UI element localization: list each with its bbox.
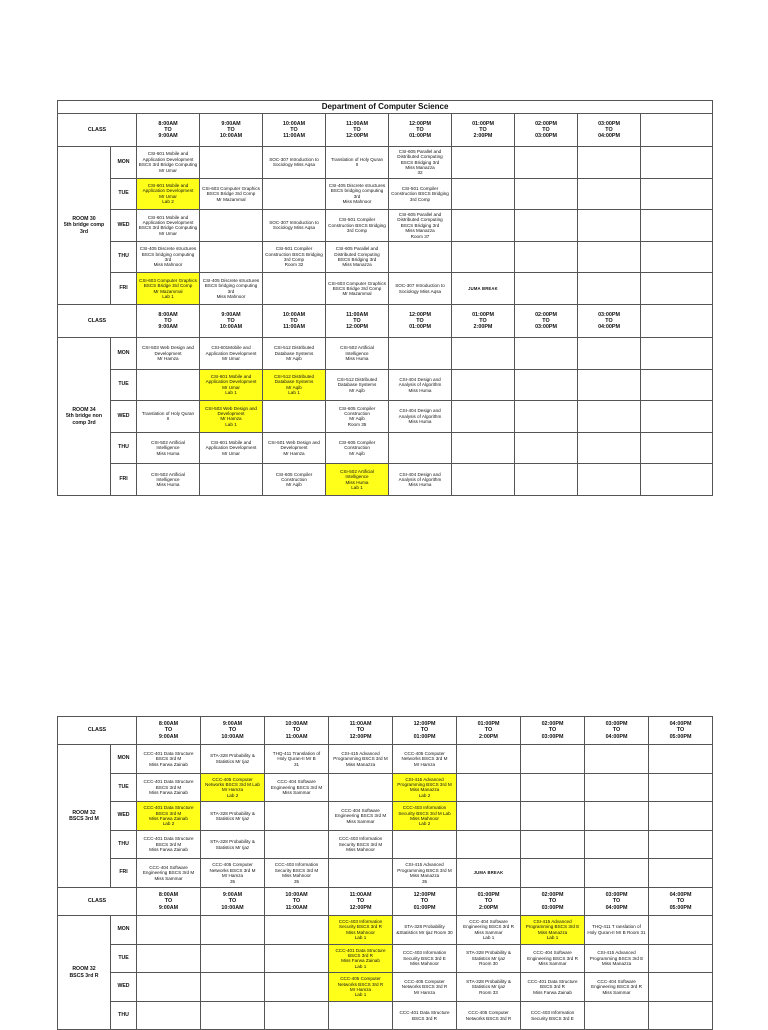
timetable-cell (452, 178, 515, 210)
time-slot-header: 9:00AM TO 10:00AM (200, 114, 263, 147)
timetable-cell: CSI-601Mobile and Application Development Mr Umar (200, 337, 263, 369)
class-header: CLASS (58, 887, 137, 915)
timetable-cell: CSI-503 Web Design and Development Mr Hamza (137, 337, 200, 369)
timetable-cell: CSI-404 Design and Analysis of Algorithm Miss Huma (389, 464, 452, 496)
timetable-cell (265, 830, 329, 859)
timetable-cell (649, 915, 713, 944)
timetable-cell (521, 830, 585, 859)
timetable-cell: SOC-307 Introduction to Sociology Miss Aqsa (263, 147, 326, 179)
timetable-cell (263, 178, 326, 210)
time-slot-header: 9:00AM TO 10:00AM (201, 887, 265, 915)
juma-break-cell: JUMA BREAK (457, 859, 521, 888)
timetable-cell: CSI-601 Mobile and Application Development Mr Umar Lab 2 (137, 178, 200, 210)
timetable-cell: Translation of Holy Quran II (137, 401, 200, 433)
empty-cell (641, 114, 713, 147)
day-label: FRI (111, 273, 137, 305)
time-slot-header: 10:00AM TO 11:00AM (263, 114, 326, 147)
timetable-cell (515, 273, 578, 305)
timetable-cell (452, 147, 515, 179)
timetable-cell (578, 432, 641, 464)
timetable-cell (649, 973, 713, 1002)
timetable-cell (585, 802, 649, 831)
timetable-cell: CSI-502 Artificial Intelligence Miss Huma (326, 337, 389, 369)
timetable-cell: CSI-605 Compiler Construction Mr Aqib (263, 464, 326, 496)
timetable-cell: STA-328 Probability & Statistics Mr Ijaz Room 30 (457, 944, 521, 973)
timetable-cell: CSI-605 Compiler Construction Mr Aqib (326, 432, 389, 464)
timetable-cell (649, 1001, 713, 1030)
timetable-cell: CSI-605 Parallel and Distributed Computing BSCS Bridging 3rd Miss Manazza Room 37 (389, 210, 452, 242)
timetable-cell (585, 745, 649, 774)
timetable-cell: CSI-501 Web Design and Development Mr Hamza (263, 432, 326, 464)
timetable-cell (389, 337, 452, 369)
timetable-cell: STA-328 Probability & Statistics Mr Ijaz (201, 802, 265, 831)
timetable-cell: CSI-404 Design and Analysis of Algorithm Miss Huma (389, 369, 452, 401)
timetable-cell (578, 337, 641, 369)
empty-cell (641, 241, 713, 273)
room-label: ROOM 32 BSCS 3rd R (58, 915, 111, 1029)
timetable-cell: CSI-601 Mobile and Application Development Mr Umar Lab 1 (200, 369, 263, 401)
empty-cell (641, 273, 713, 305)
timetable-cell (585, 773, 649, 802)
timetable-cell (137, 369, 200, 401)
timetable-cell: CSI-404 Design and Analysis of Algorithm Miss Huma (389, 401, 452, 433)
day-label: WED (111, 401, 137, 433)
timetable-cell: CSI-605 Parallel and Distributed Computing BSCS Bridging 3rd Miss Manazza (326, 241, 389, 273)
timetable-cell: CSI-512 Distributed Database Systems Mr Aqib (263, 337, 326, 369)
timetable-cell (329, 859, 393, 888)
timetable-cell (515, 464, 578, 496)
class-header: CLASS (58, 114, 137, 147)
timetable-cell (515, 401, 578, 433)
timetable-cell: SOC-307 Introduction to Sociology Miss Aqsa (389, 273, 452, 305)
timetable-cell: CCC-405 Computer Networks BSCS 3rd M Lab Mr Hamza Lab 2 (201, 773, 265, 802)
room-label: ROOM 30 5th bridge comp 3rd (58, 147, 111, 305)
timetable-cell (137, 944, 201, 973)
timetable-cell (452, 401, 515, 433)
day-label: WED (111, 210, 137, 242)
empty-cell (641, 337, 713, 369)
timetable-cell (137, 973, 201, 1002)
timetable-cell: CCC-401 Data Structure BSCS 3rd M Miss Farwa Zainab (137, 773, 201, 802)
timetable-cell (578, 210, 641, 242)
timetable-cell (649, 802, 713, 831)
day-label: MON (111, 337, 137, 369)
timetable-cell (137, 1001, 201, 1030)
timetable-cell: CSI-601 Mobile and Application Development BSCS 3rd Bridge Computing Mr Umar (137, 210, 200, 242)
timetable-cell (578, 178, 641, 210)
time-slot-header: 11:00AM TO 12:00PM (326, 304, 389, 337)
timetable-cell: STA-328 Probability & Statistics Mr Ijaz (201, 745, 265, 774)
timetable-cell: THQ-411 T ranslation of Holy Quran-II Mr B Room 31 (585, 915, 649, 944)
timetable-cell (265, 973, 329, 1002)
timetable-cell: CCC-403 Information Security BSCS 3rd M Lab Miss Mahnoor Lab 2 (393, 802, 457, 831)
time-slot-header: 01:00PM TO 2:00PM (452, 114, 515, 147)
timetable-cell (265, 802, 329, 831)
timetable-cell: CCC-404 Software Engineering BSCS 3rd M Miss Sammar (329, 802, 393, 831)
class-header: CLASS (58, 304, 137, 337)
timetable-cell (329, 773, 393, 802)
empty-cell (641, 401, 713, 433)
time-slot-header: 10:00AM TO 11:00AM (265, 887, 329, 915)
timetable-cell: CCC-404 Software Engineering BSCS 3rd R Miss Sammar (585, 973, 649, 1002)
timetable-cell: CCC-404 Software Engineering BSCS 3rd R Miss Sammar Lab 1 (457, 915, 521, 944)
empty-cell (641, 432, 713, 464)
day-label: WED (111, 973, 137, 1002)
timetable-cell: CSI-503 Web Design and Development Mr Hamza Lab 1 (200, 401, 263, 433)
timetable-cell: CCC-403 Information Security BSCS 3rd E (521, 1001, 585, 1030)
day-label: FRI (111, 859, 137, 888)
empty-cell (641, 464, 713, 496)
timetable-cell (265, 944, 329, 973)
timetable-page-2 (57, 716, 713, 1030)
timetable-cell (200, 241, 263, 273)
timetable-cell: CCC-403 Information Security BSCS 3rd E Miss Mahnoor (393, 944, 457, 973)
time-slot-header: 8:00AM TO 9:00AM (137, 887, 201, 915)
timetable-cell: CSI-601 Mobile and Application Development BSCS 3rd Bridge Computing Mr Umar (137, 147, 200, 179)
timetable-cell (393, 830, 457, 859)
time-slot-header: 12:00PM TO 01:00PM (389, 304, 452, 337)
timetable-cell: CCC-404 Software Engineering BSCS 3rd R Miss Sammar (521, 944, 585, 973)
timetable-cell: CCC-403 Information Security BSCS 3rd M Miss Mahnoor (329, 830, 393, 859)
timetable-cell: CCC-404 Software Engineering BSCS 3rd M Miss Sammar (137, 859, 201, 888)
empty-cell (641, 147, 713, 179)
timetable-cell: CSI-502 Artificial Intelligence Miss Huma (137, 464, 200, 496)
timetable-cell: CCC-405 Computer Networks BSCS 3rd R Mr Hamza Lab 1 (329, 973, 393, 1002)
timetable-cell: CCC-405 Computer Networks BSCS 3rd R (457, 1001, 521, 1030)
timetable-cell: CSI-415 Advanced Programming BSCS 3rd M Miss Manazza 35 (393, 859, 457, 888)
timetable-cell (515, 432, 578, 464)
timetable-cell (578, 464, 641, 496)
time-slot-header: 8:00AM TO 9:00AM (137, 717, 201, 745)
timetable-cell (578, 273, 641, 305)
timetable-cell: CSI-405 Discrete structures BSCS bridging computing 3rd Miss Mahnoor (137, 241, 200, 273)
timetable-cell (649, 859, 713, 888)
timetable-cell: CSI-605 Compiler Construction Mr Aqib Room 35 (326, 401, 389, 433)
timetable-cell: CSI-415 Advanced Programming BSCS 3rd E Miss Manazza (585, 944, 649, 973)
time-slot-header: 8:00AM TO 9:00AM (137, 304, 200, 337)
timetable-cell: CCC-405 Computer Networks BSCS 3rd R Mr Hamza (393, 973, 457, 1002)
timetable-cell: STA-328 Probability & Statistics Mr Ijaz Room 33 (457, 973, 521, 1002)
timetable-cell: CSI-603 Computer Graphics BSCS Bridge 3rd Comp Mr Mazammal (326, 273, 389, 305)
timetable-cell (201, 1001, 265, 1030)
time-slot-header: 11:00AM TO 12:00PM (326, 114, 389, 147)
timetable-cell (452, 464, 515, 496)
timetable-cell (457, 773, 521, 802)
page-title: Department of Computer Science (58, 101, 713, 114)
day-label: MON (111, 745, 137, 774)
timetable-cell (578, 147, 641, 179)
time-slot-header: 01:00PM TO 2:00PM (457, 887, 521, 915)
room-label: ROOM 32 BSCS 3rd M (58, 745, 111, 888)
timetable-cell (649, 745, 713, 774)
timetable-cell (389, 241, 452, 273)
time-slot-header: 03:00PM TO 04:00PM (585, 887, 649, 915)
time-slot-header: 10:00AM TO 11:00AM (265, 717, 329, 745)
timetable-cell (515, 178, 578, 210)
day-label: WED (111, 802, 137, 831)
timetable-page-1 (57, 100, 713, 496)
time-slot-header: 02:00PM TO 03:00PM (521, 717, 585, 745)
day-label: FRI (111, 464, 137, 496)
timetable-cell (265, 1001, 329, 1030)
timetable-cell: CSI-501 Compiler Construction BSCS Bridging 3rd Comp (389, 178, 452, 210)
timetable-cell (585, 1001, 649, 1030)
timetable-cell (329, 1001, 393, 1030)
timetable-cell (452, 241, 515, 273)
time-slot-header: 11:00AM TO 12:00PM (329, 717, 393, 745)
timetable-cell (457, 802, 521, 831)
timetable-cell (201, 944, 265, 973)
timetable-cell: CSI-502 Artificial Intelligence Miss Huma Lab 1 (326, 464, 389, 496)
timetable-cell: CSI-501 Compiler Construction BSCS Bridging 3rd Comp Room 32 (263, 241, 326, 273)
timetable-cell: CSI-603 Computer Graphics BSCS Bridge 3rd Comp Mr Mazammal Lab 1 (137, 273, 200, 305)
timetable-cell (452, 369, 515, 401)
timetable-cell (263, 401, 326, 433)
timetable-cell (649, 830, 713, 859)
time-slot-header: 02:00PM TO 03:00PM (521, 887, 585, 915)
timetable-cell: CCC-401 Data Structure BSCS 3rd R Miss Farwa Zainab (521, 973, 585, 1002)
timetable-cell (649, 944, 713, 973)
timetable-cell: CSI-415 Advanced Programming BSCS 3rd E Miss Manazza Lab 1 (521, 915, 585, 944)
time-slot-header: 12:00PM TO 01:00PM (393, 717, 457, 745)
timetable-cell: CSI-603 Computer Graphics BSCS Bridge 3rd Comp Mr Mazammal (200, 178, 263, 210)
timetable-cell (457, 745, 521, 774)
time-slot-header: 9:00AM TO 10:00AM (200, 304, 263, 337)
time-slot-header: 8:00AM TO 9:00AM (137, 114, 200, 147)
time-slot-header: 02:00PM TO 03:00PM (515, 114, 578, 147)
timetable-cell: CCC-405 Computer Networks BSCS 3rd M Mr Hamza (393, 745, 457, 774)
timetable-cell (649, 773, 713, 802)
day-label: TUE (111, 773, 137, 802)
time-slot-header: 12:00PM TO 01:00PM (393, 887, 457, 915)
time-slot-header: 03:00PM TO 04:00PM (585, 717, 649, 745)
time-slot-header: 01:00PM TO 2:00PM (452, 304, 515, 337)
timetable-cell (521, 773, 585, 802)
timetable-cell: CCC-403 Information Security BSCS 3rd M Miss Mahnoor 35 (265, 859, 329, 888)
timetable-cell (200, 210, 263, 242)
empty-cell (641, 178, 713, 210)
day-label: MON (111, 147, 137, 179)
day-label: THU (111, 432, 137, 464)
timetable-cell: CCC-401 Data Structure BSCS 3rd M Miss Farwa Zainab (137, 745, 201, 774)
time-slot-header: 10:00AM TO 11:00AM (263, 304, 326, 337)
timetable-cell (521, 802, 585, 831)
timetable-cell (578, 401, 641, 433)
timetable-cell: STA-328 Probability &Statistics Mr Ijaz Room 30 (393, 915, 457, 944)
timetable-cell (521, 859, 585, 888)
timetable-cell (585, 859, 649, 888)
time-slot-header: 11:00AM TO 12:00PM (329, 887, 393, 915)
timetable-cell: CCC-401 Data Structure BSCS 3rd R Miss Farwa Zainab Lab 1 (329, 944, 393, 973)
room-label: ROOM 34 5th bridge non comp 3rd (58, 337, 111, 495)
time-slot-header: 03:00PM TO 04:00PM (578, 114, 641, 147)
timetable-cell: CSI-502 Artificial Intelligence Miss Huma (137, 432, 200, 464)
empty-cell (641, 210, 713, 242)
timetable-cell: CSI-512 Distributed Database Systems Mr Aqib Lab 1 (263, 369, 326, 401)
timetable-cell: CSI-415 Advanced Programming BSCS 3rd M Miss Manazza (329, 745, 393, 774)
timetable-cell: CCC-401 Data Structure BSCS 3rd M Miss Farwa Zainab (137, 830, 201, 859)
timetable-cell: CSI-601 Mobile and Application Development Mr Umar (200, 432, 263, 464)
timetable-cell (263, 273, 326, 305)
timetable-cell: CSI-605 Parallel and Distributed Computing BSCS Bridging 3rd Miss Manazza 32 (389, 147, 452, 179)
timetable-cell (515, 241, 578, 273)
time-slot-header: 01:00PM TO 2:00PM (457, 717, 521, 745)
timetable-cell (578, 241, 641, 273)
timetable-cell (200, 147, 263, 179)
timetable-cell: CSI-512 Distributed Database Systems Mr Aqib (326, 369, 389, 401)
day-label: THU (111, 1001, 137, 1030)
day-label: TUE (111, 178, 137, 210)
timetable-cell: SOC-307 Introduction to Sociology Miss Aqsa (263, 210, 326, 242)
timetable-cell: CSI-405 Discrete structures BSCS bridging computing 3rd Miss Mahnoor (200, 273, 263, 305)
timetable-cell (389, 432, 452, 464)
day-label: MON (111, 915, 137, 944)
timetable-cell: CSI-501 Compiler Construction BSCS Bridging 3rd Comp (326, 210, 389, 242)
timetable-cell (515, 210, 578, 242)
timetable-cell (200, 464, 263, 496)
timetable-cell (452, 337, 515, 369)
timetable-cell (457, 830, 521, 859)
timetable-cell: CCC-404 Software Engineering BSCS 3rd M Miss Sammar (265, 773, 329, 802)
timetable-cell: CSI-415 Advanced Programming BSCS 3rd M Miss Manazza Lab 2 (393, 773, 457, 802)
timetable-cell: CCC-403 Information Security BSCS 3rd R Miss Mahnoor Lab 1 (329, 915, 393, 944)
juma-break-cell: JUMA BREAK (452, 273, 515, 305)
timetable-cell (515, 337, 578, 369)
time-slot-header: 04:00PM TO 05:00PM (649, 887, 713, 915)
timetable-cell (201, 973, 265, 1002)
day-label: THU (111, 241, 137, 273)
timetable-cell (585, 830, 649, 859)
timetable-cell: CCC-401 Data Structure BSCS 3rd M Miss Farwa Zainab Lab 2 (137, 802, 201, 831)
timetable-cell (452, 432, 515, 464)
time-slot-header: 12:00PM TO 01:00PM (389, 114, 452, 147)
timetable-cell (515, 147, 578, 179)
time-slot-header: 9:00AM TO 10:00AM (201, 717, 265, 745)
timetable-cell (578, 369, 641, 401)
timetable-cell (452, 210, 515, 242)
empty-cell (641, 304, 713, 337)
timetable-cell (515, 369, 578, 401)
empty-cell (641, 369, 713, 401)
timetable-cell: THQ-411 Translation of Holy Quran-II Mr B 31 (265, 745, 329, 774)
time-slot-header: 02:00PM TO 03:00PM (515, 304, 578, 337)
day-label: TUE (111, 944, 137, 973)
time-slot-header: 03:00PM TO 04:00PM (578, 304, 641, 337)
timetable-cell (265, 915, 329, 944)
timetable-cell (137, 915, 201, 944)
timetable-cell: STA-328 Probability & Statistics Mr Ijaz (201, 830, 265, 859)
timetable-cell: Translation of Holy Quran II (326, 147, 389, 179)
class-header: CLASS (58, 717, 137, 745)
time-slot-header: 04:00PM TO 05:00PM (649, 717, 713, 745)
timetable-cell: CSI-405 Discrete structures BSCS bridging computing 3rd Miss Mahnoor (326, 178, 389, 210)
timetable-cell (201, 915, 265, 944)
timetable-cell: CCC-405 Computer Networks BSCS 3rd M Mr Hamza 35 (201, 859, 265, 888)
day-label: THU (111, 830, 137, 859)
day-label: TUE (111, 369, 137, 401)
timetable-cell (521, 745, 585, 774)
timetable-cell: CCC-401 Data Structure BSCS 3rd R (393, 1001, 457, 1030)
